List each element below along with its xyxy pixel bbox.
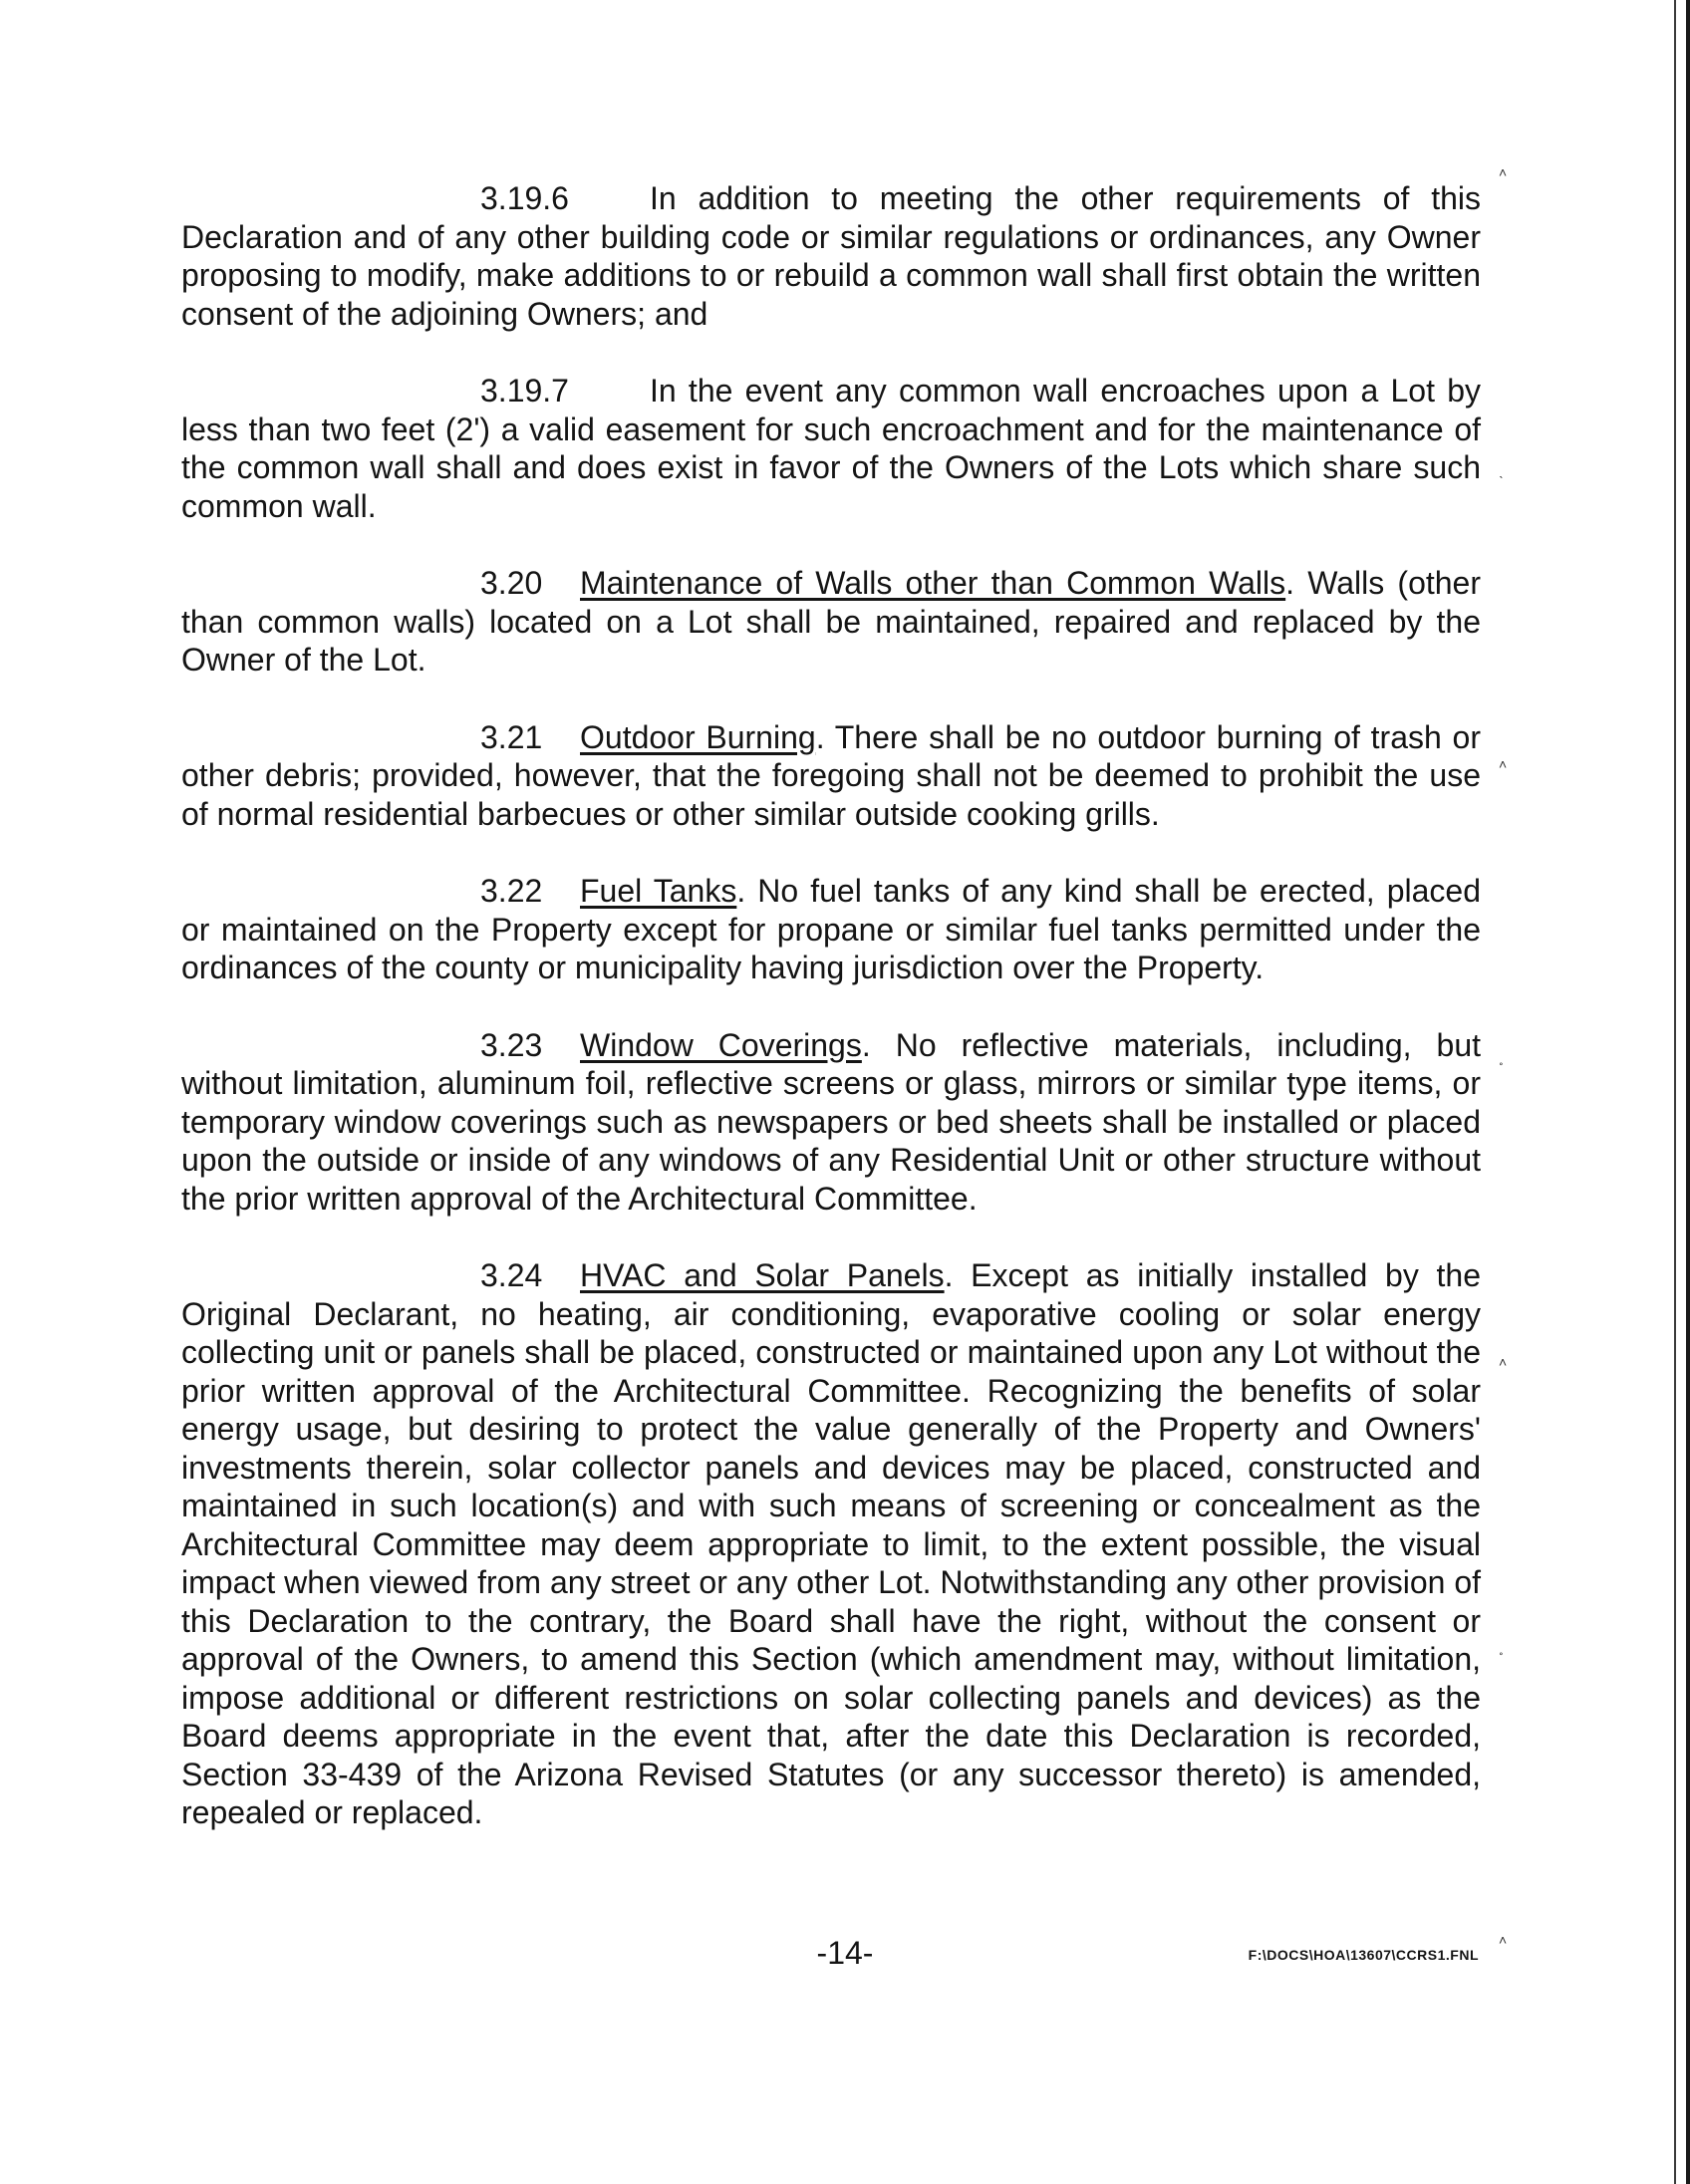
scan-speck: ˄ — [1499, 164, 1508, 180]
scan-edge-border — [1686, 0, 1690, 2184]
scan-speck: ˄ — [1499, 756, 1508, 772]
paragraph-text: . There shall be no outdoor burning of trash or other debris; provided, however, that the foregoing shall not be deemed to prohibit the use of normal residential barbecues or other similar outside cooking grills. — [181, 718, 1482, 832]
paragraph-3-20 — [181, 564, 1481, 680]
section-heading: Fuel Tanks — [580, 873, 737, 909]
paragraph-3-24 — [181, 1256, 1481, 1832]
scan-speck: ˳ — [1499, 1639, 1504, 1655]
section-number: 3.22 — [480, 873, 543, 909]
document-body — [181, 179, 1481, 1871]
paragraph-3-19-6 — [181, 179, 1481, 333]
section-number: 3.20 — [480, 565, 543, 601]
paragraph-3-23 — [181, 1026, 1481, 1219]
paragraph-text: . Walls (other than common walls) located on a Lot shall be maintained, repaired and replaced by the Owner of the Lot. — [181, 565, 1482, 678]
paragraph-text: . Except as initially installed by the Original Declarant, no heating, air conditioning, evaporative cooling or solar energy collecting unit or panels shall be placed, constructed or maintained upon any Lot without the prior written approval of the Architectural Committee. Recognizing the benefits of solar energy usage, but desiring to protect the value generally of the Property and Owners' investments therein, solar collector panels and devices may be placed, constructed and maintained in such location(s) and with such means of screening or concealment as the Architectural Committee may deem appropriate to limit, to the extent possible, the visual impact when viewed from any street or any other Lot. Notwithstanding any other provision of this Declaration to the contrary, the Board shall have the right, without the consent or approval of the Owners, to amend this Section (which amendment may, without limitation, impose additional or different restrictions on solar collecting panels and devices) as the Board deems appropriate in the event that, after the date this Declaration is recorded, Section 33-439 of the Arizona Revised Statutes (or any successor thereto) is amended, repealed or replaced. — [181, 1257, 1482, 1830]
paragraph-3-19-7 — [181, 372, 1481, 525]
section-heading: Window Coverings — [580, 1026, 862, 1063]
scan-edge-line — [1674, 0, 1676, 2184]
section-number: 3.21 — [480, 718, 543, 755]
paragraph-3-21 — [181, 718, 1481, 834]
section-number: 3.19.7 — [480, 373, 569, 409]
paragraph-text: In the event any common wall encroaches upon a Lot by less than two feet (2') a valid easement for such encroachment and for the maintenance of the common wall shall and does exist in favor of the Owners of the Lots which share such common wall. — [181, 373, 1481, 524]
section-heading: Outdoor Burning — [580, 718, 816, 755]
scan-speck: ˄ — [1499, 1932, 1508, 1948]
section-number: 3.23 — [480, 1026, 543, 1063]
page-number: -14- — [816, 1935, 874, 1971]
scan-speck: ˴ — [1499, 467, 1504, 483]
paragraph-text: . No fuel tanks of any kind shall be erected, placed or maintained on the Property except for propane or similar fuel tanks permitted under the ordinances of the county or municipality having jurisdiction over the Property. — [181, 873, 1482, 985]
section-heading: HVAC and Solar Panels — [580, 1257, 945, 1293]
section-heading: Maintenance of Walls other than Common Walls — [580, 565, 1286, 601]
scan-speck: ˳ — [1499, 1049, 1504, 1065]
paragraph-text: In addition to meeting the other requirements of this Declaration and of any other building code or similar regulations or ordinances, any Owner proposing to modify, make additions to or rebuild a common wall shall first obtain the written consent of the adjoining Owners; and — [181, 180, 1481, 332]
file-path: F:\DOCS\HOA\13607\CCRS1.FNL — [1248, 1947, 1479, 1963]
section-number: 3.19.6 — [480, 180, 569, 216]
scan-speck: ˄ — [1499, 1354, 1508, 1370]
section-number: 3.24 — [480, 1257, 543, 1293]
paragraph-text: . No reflective materials, including, but without limitation, aluminum foil, reflective screens or glass, mirrors or similar type items, or temporary window coverings such as newspapers or bed sheets shall be installed or placed upon the outside or inside of any windows of any Residential Unit or other structure without the prior written approval of the Architectural Committee. — [181, 1026, 1482, 1217]
paragraph-3-22 — [181, 872, 1481, 987]
